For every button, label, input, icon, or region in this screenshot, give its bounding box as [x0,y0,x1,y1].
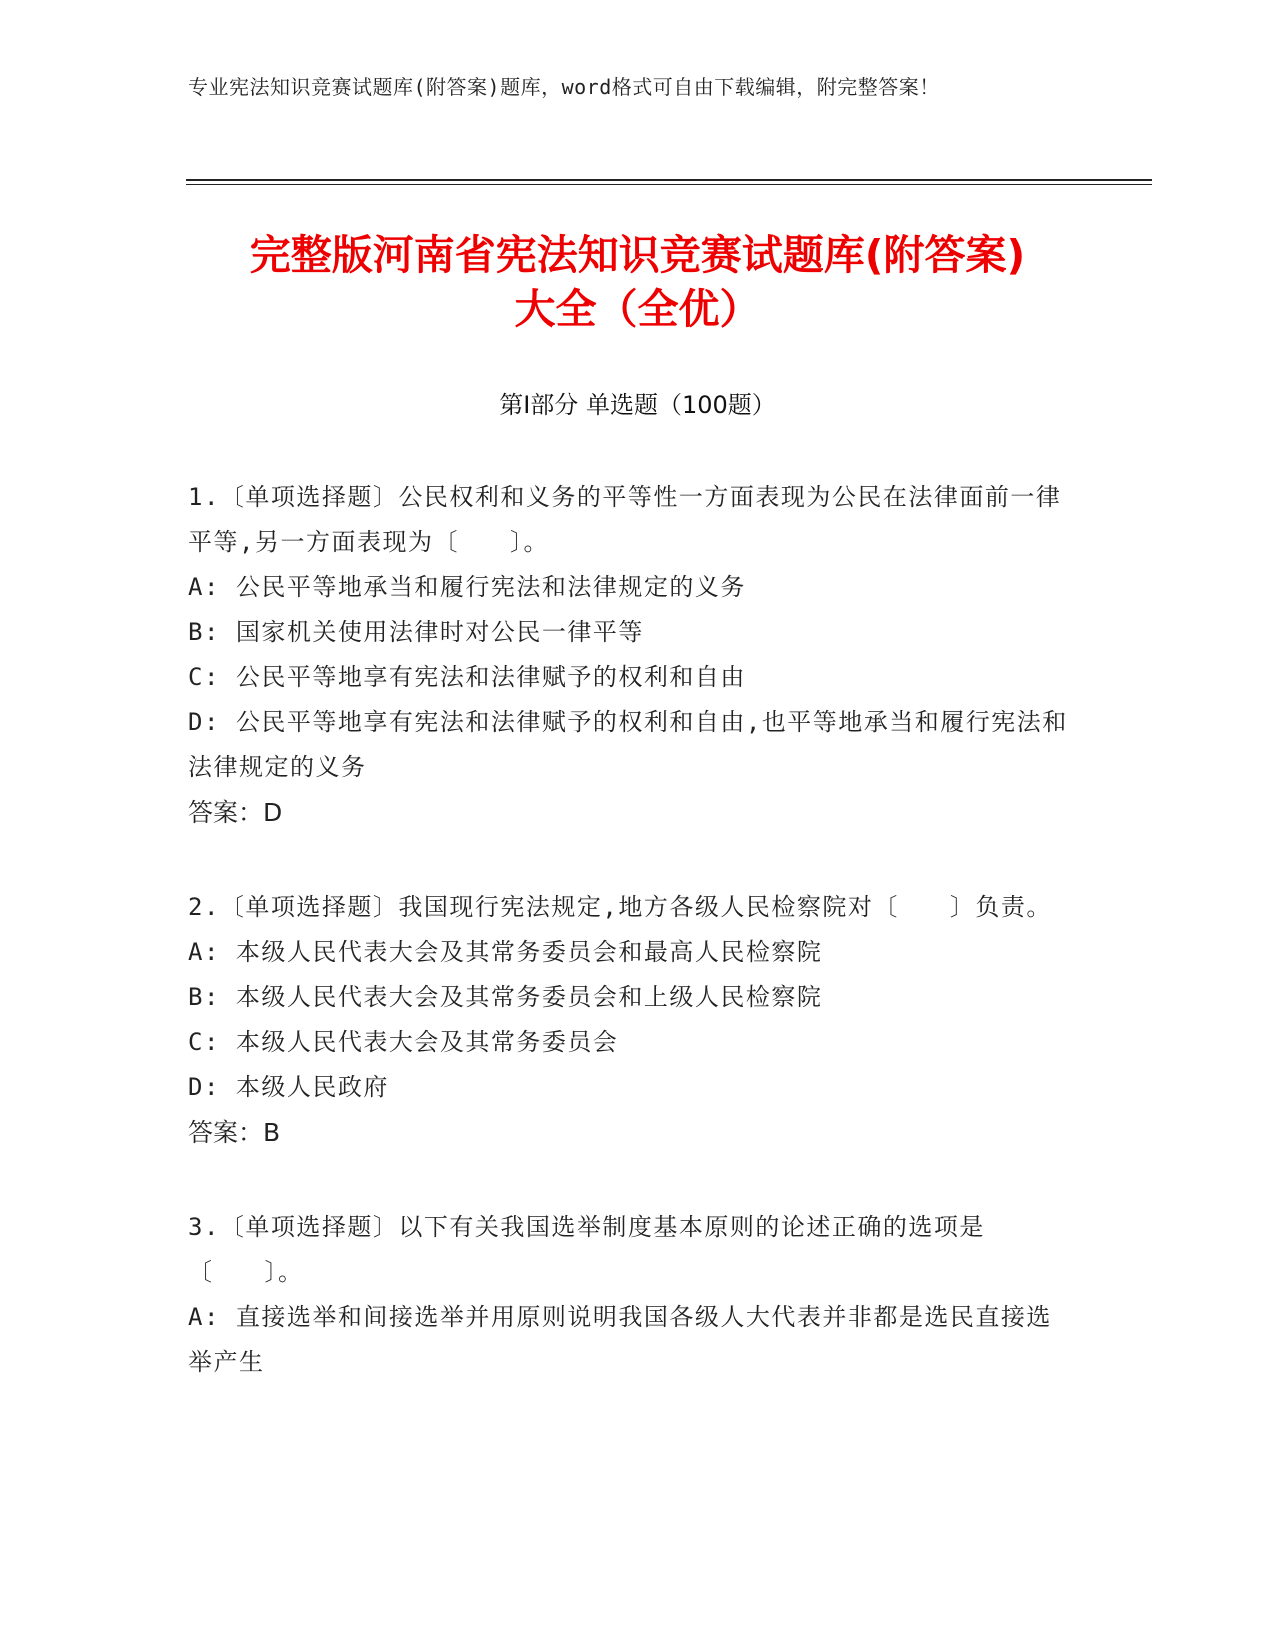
question-1-option-d: D: 公民平等地享有宪法和法律赋予的权利和自由,也平等地承当和履行宪法和法律规定的义务 [188,708,1068,781]
question-1-option-c: C: 公民平等地享有宪法和法律赋予的权利和自由 [188,663,746,691]
question-2-option-d: D: 本级人民政府 [188,1073,389,1101]
question-1-option-b: B: 国家机关使用法律时对公民一律平等 [188,618,644,646]
question-2-option-b: B: 本级人民代表大会及其常务委员会和上级人民检察院 [188,983,823,1011]
document-title-line-1: 完整版河南省宪法知识竞赛试题库(附答案) [249,231,1026,279]
question-3-stem: 3.〔单项选择题〕以下有关我国选举制度基本原则的论述正确的选项是〔 〕。 [188,1213,985,1286]
question-2-stem: 2.〔单项选择题〕我国现行宪法规定,地方各级人民检察院对〔 〕负责。 [188,893,1052,921]
header-rule-thin [186,184,1152,185]
document-title [150,228,1125,336]
question-1-option-a: A: 公民平等地承当和履行宪法和法律规定的义务 [188,573,746,601]
question-3 [188,1205,1068,1385]
question-2-answer: 答案：B [188,1118,281,1147]
question-1-answer: 答案：D [188,798,283,827]
section-heading: 第Ⅰ部分 单选题（100题） [499,391,776,419]
question-1 [188,475,1068,835]
question-1-stem: 1.〔单项选择题〕公民权利和义务的平等性一方面表现为公民在法律面前一律平等,另一方面表现为〔 〕。 [188,483,1062,556]
question-2 [188,885,1068,1155]
header-rule-thick [186,179,1152,181]
header-note: 专业宪法知识竞赛试题库(附答案)题库，word格式可自由下载编辑，附完整答案！ [188,75,940,99]
question-2-option-a: A: 本级人民代表大会及其常务委员会和最高人民检察院 [188,938,823,966]
question-list [188,475,1068,1435]
question-3-option-a: A: 直接选举和间接选举并用原则说明我国各级人大代表并非都是选民直接选举产生 [188,1303,1052,1376]
document-title-line-2: 大全（全优） [514,285,761,333]
question-2-option-c: C: 本级人民代表大会及其常务委员会 [188,1028,619,1056]
